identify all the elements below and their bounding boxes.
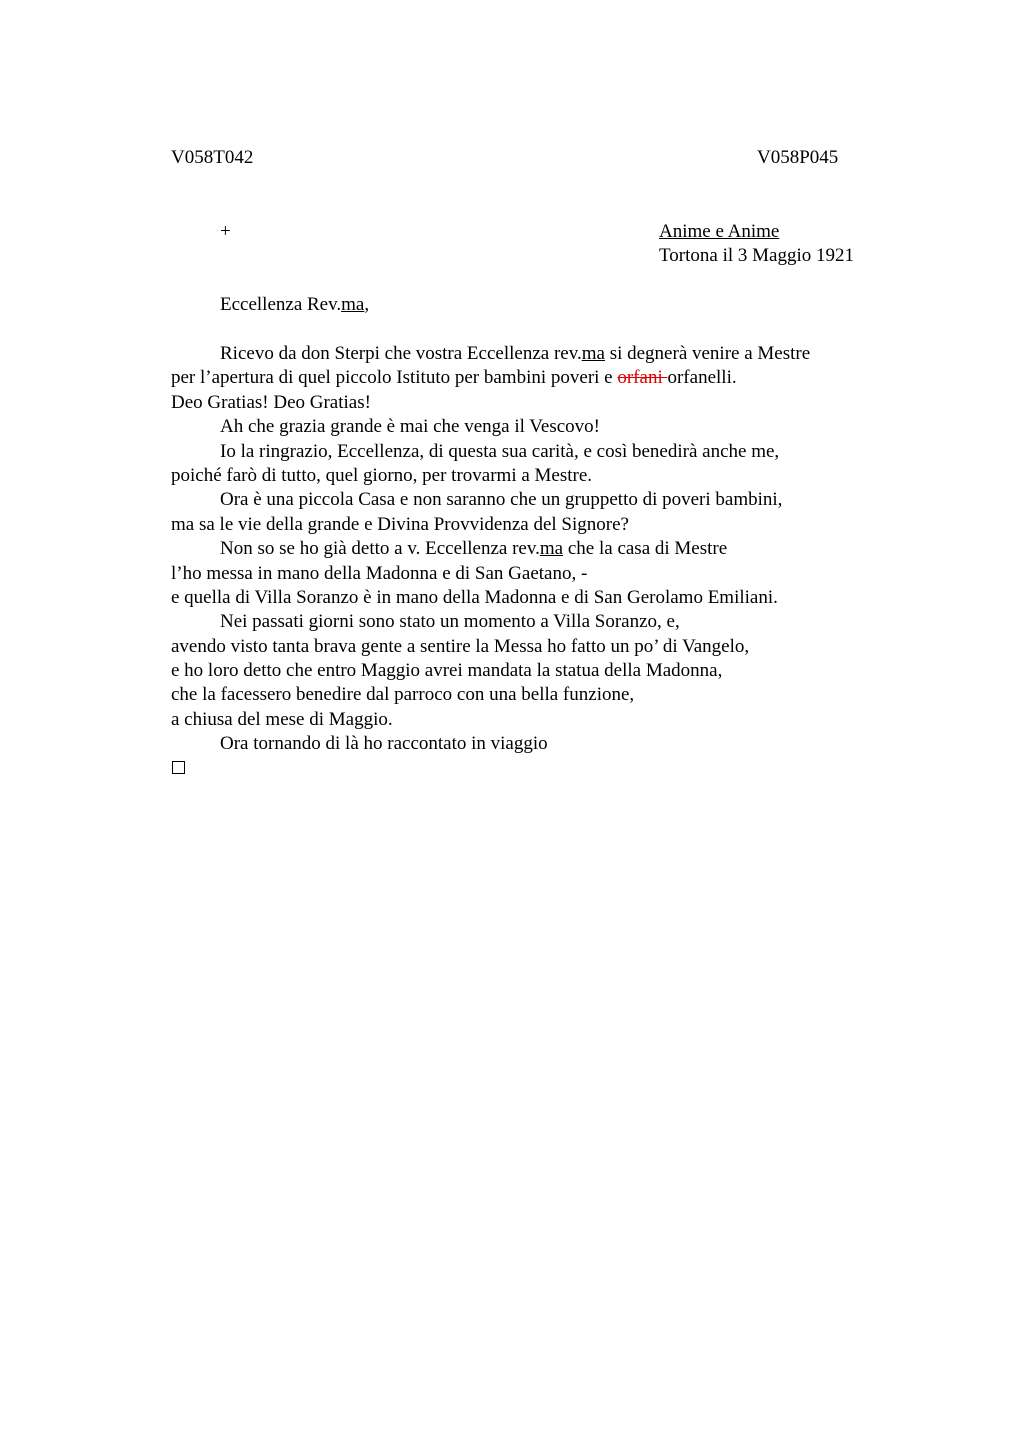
paragraph-line: l’ho messa in mano della Madonna e di San Gaetano, - <box>171 562 588 584</box>
paragraph-line: Ora è una piccola Casa e non saranno che un gruppetto di poveri bambini, <box>220 489 783 511</box>
paragraph-line: Io la ringrazio, Eccellenza, di questa sua carità, e così benedirà anche me, <box>220 440 780 462</box>
paragraph-line: avendo visto tanta brava gente a sentire la Messa ho fatto un po’ di Vangelo, <box>171 635 750 657</box>
document-code-left: V058T042 <box>171 147 254 168</box>
letter-body <box>171 342 891 757</box>
paragraph-line: Ah che grazia grande è mai che venga il Vescovo! <box>220 416 601 438</box>
square-marker-icon <box>172 761 185 774</box>
paragraph-line: e ho loro detto che entro Maggio avrei mandata la statua della Madonna, <box>171 660 723 682</box>
paragraph-line: Non so se ho già detto a v. Eccellenza rev.ma che la casa di Mestre <box>220 538 728 560</box>
deleted-word: orfani <box>617 367 668 389</box>
salutation: Eccellenza Rev.ma, <box>220 294 370 315</box>
document-code-right: V058P045 <box>757 147 839 168</box>
paragraph-line: che la facessero benedire dal parroco con una bella funzione, <box>171 684 635 706</box>
cross-mark: + <box>220 221 231 242</box>
place-date: Tortona il 3 Maggio 1921 <box>659 245 854 266</box>
paragraph-line: poiché farò di tutto, quel giorno, per trovarmi a Mestre. <box>171 464 593 486</box>
paragraph-line: e quella di Villa Soranzo è in mano della Madonna e di San Gerolamo Emiliani. <box>171 586 778 608</box>
paragraph-line: per l’apertura di quel piccolo Istituto per bambini poveri e orfani orfanelli. <box>171 367 737 389</box>
paragraph-line: Ricevo da don Sterpi che vostra Eccellenza rev.ma si degnerà venire a Mestre <box>220 343 811 364</box>
paragraph-line: ma sa le vie della grande e Divina Provvidenza del Signore? <box>171 513 629 535</box>
paragraph-line: Ora tornando di là ho raccontato in viaggio <box>220 733 548 755</box>
paragraph-line: Deo Gratias! Deo Gratias! <box>171 391 371 413</box>
paragraph-line: Nei passati giorni sono stato un momento a Villa Soranzo, e, <box>220 611 680 633</box>
motto: Anime e Anime <box>659 221 780 242</box>
paragraph-line: a chiusa del mese di Maggio. <box>171 708 393 730</box>
